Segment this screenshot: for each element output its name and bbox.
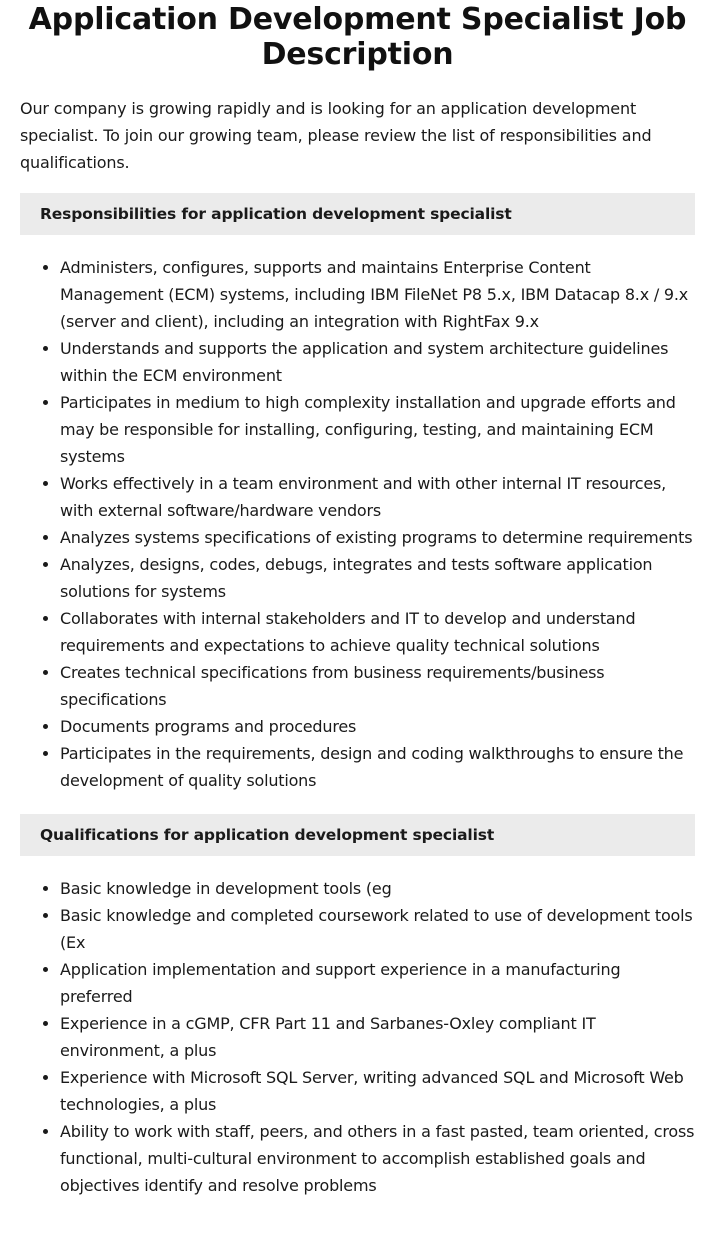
list-item: Creates technical specifications from business requirements/business specifications [60, 659, 695, 713]
list-item: Works effectively in a team environment and with other internal IT resources, with external software/hardware vendors [60, 470, 695, 524]
intro-paragraph: Our company is growing rapidly and is looking for an application development specialist. To join our growing team, please review the list of responsibilities and qualifications. [20, 99, 652, 172]
page-title: Application Development Specialist Job Description [28, 2, 687, 72]
list-item: Experience in a cGMP, CFR Part 11 and Sarbanes-Oxley compliant IT environment, a plus [60, 1010, 695, 1064]
list-item: Participates in medium to high complexity installation and upgrade efforts and may be responsible for installing, configuring, testing, and maintaining ECM systems [60, 389, 695, 470]
job-description-page [20, 0, 695, 1199]
list-item: Application implementation and support experience in a manufacturing preferred [60, 956, 695, 1010]
list-item: Basic knowledge and completed coursework related to use of development tools (Ex [60, 902, 695, 956]
responsibilities-heading: Responsibilities for application development specialist [20, 193, 695, 235]
list-item: Collaborates with internal stakeholders and IT to develop and understand requirements and expectations to achieve quality technical solutions [60, 605, 695, 659]
list-item: Administers, configures, supports and maintains Enterprise Content Management (ECM) systems, including IBM FileNet P8 5.x, IBM Datacap 8.x / 9.x (server and client), including an integration with RightFax 9.x [60, 254, 695, 335]
list-item: Experience with Microsoft SQL Server, writing advanced SQL and Microsoft Web technologies, a plus [60, 1064, 695, 1118]
list-item: Understands and supports the application and system architecture guidelines within the ECM environment [60, 335, 695, 389]
list-item: Ability to work with staff, peers, and others in a fast pasted, team oriented, cross functional, multi-cultural environment to accomplish established goals and objectives identify and resolve problems [60, 1118, 695, 1199]
list-item: Participates in the requirements, design and coding walkthroughs to ensure the development of quality solutions [60, 740, 695, 794]
list-item: Analyzes, designs, codes, debugs, integrates and tests software application solutions for systems [60, 551, 695, 605]
responsibilities-list [20, 254, 695, 794]
list-item: Documents programs and procedures [60, 713, 695, 740]
qualifications-heading: Qualifications for application development specialist [20, 814, 695, 856]
list-item: Basic knowledge in development tools (eg [60, 875, 695, 902]
list-item: Analyzes systems specifications of existing programs to determine requirements [60, 524, 695, 551]
qualifications-list [20, 875, 695, 1199]
